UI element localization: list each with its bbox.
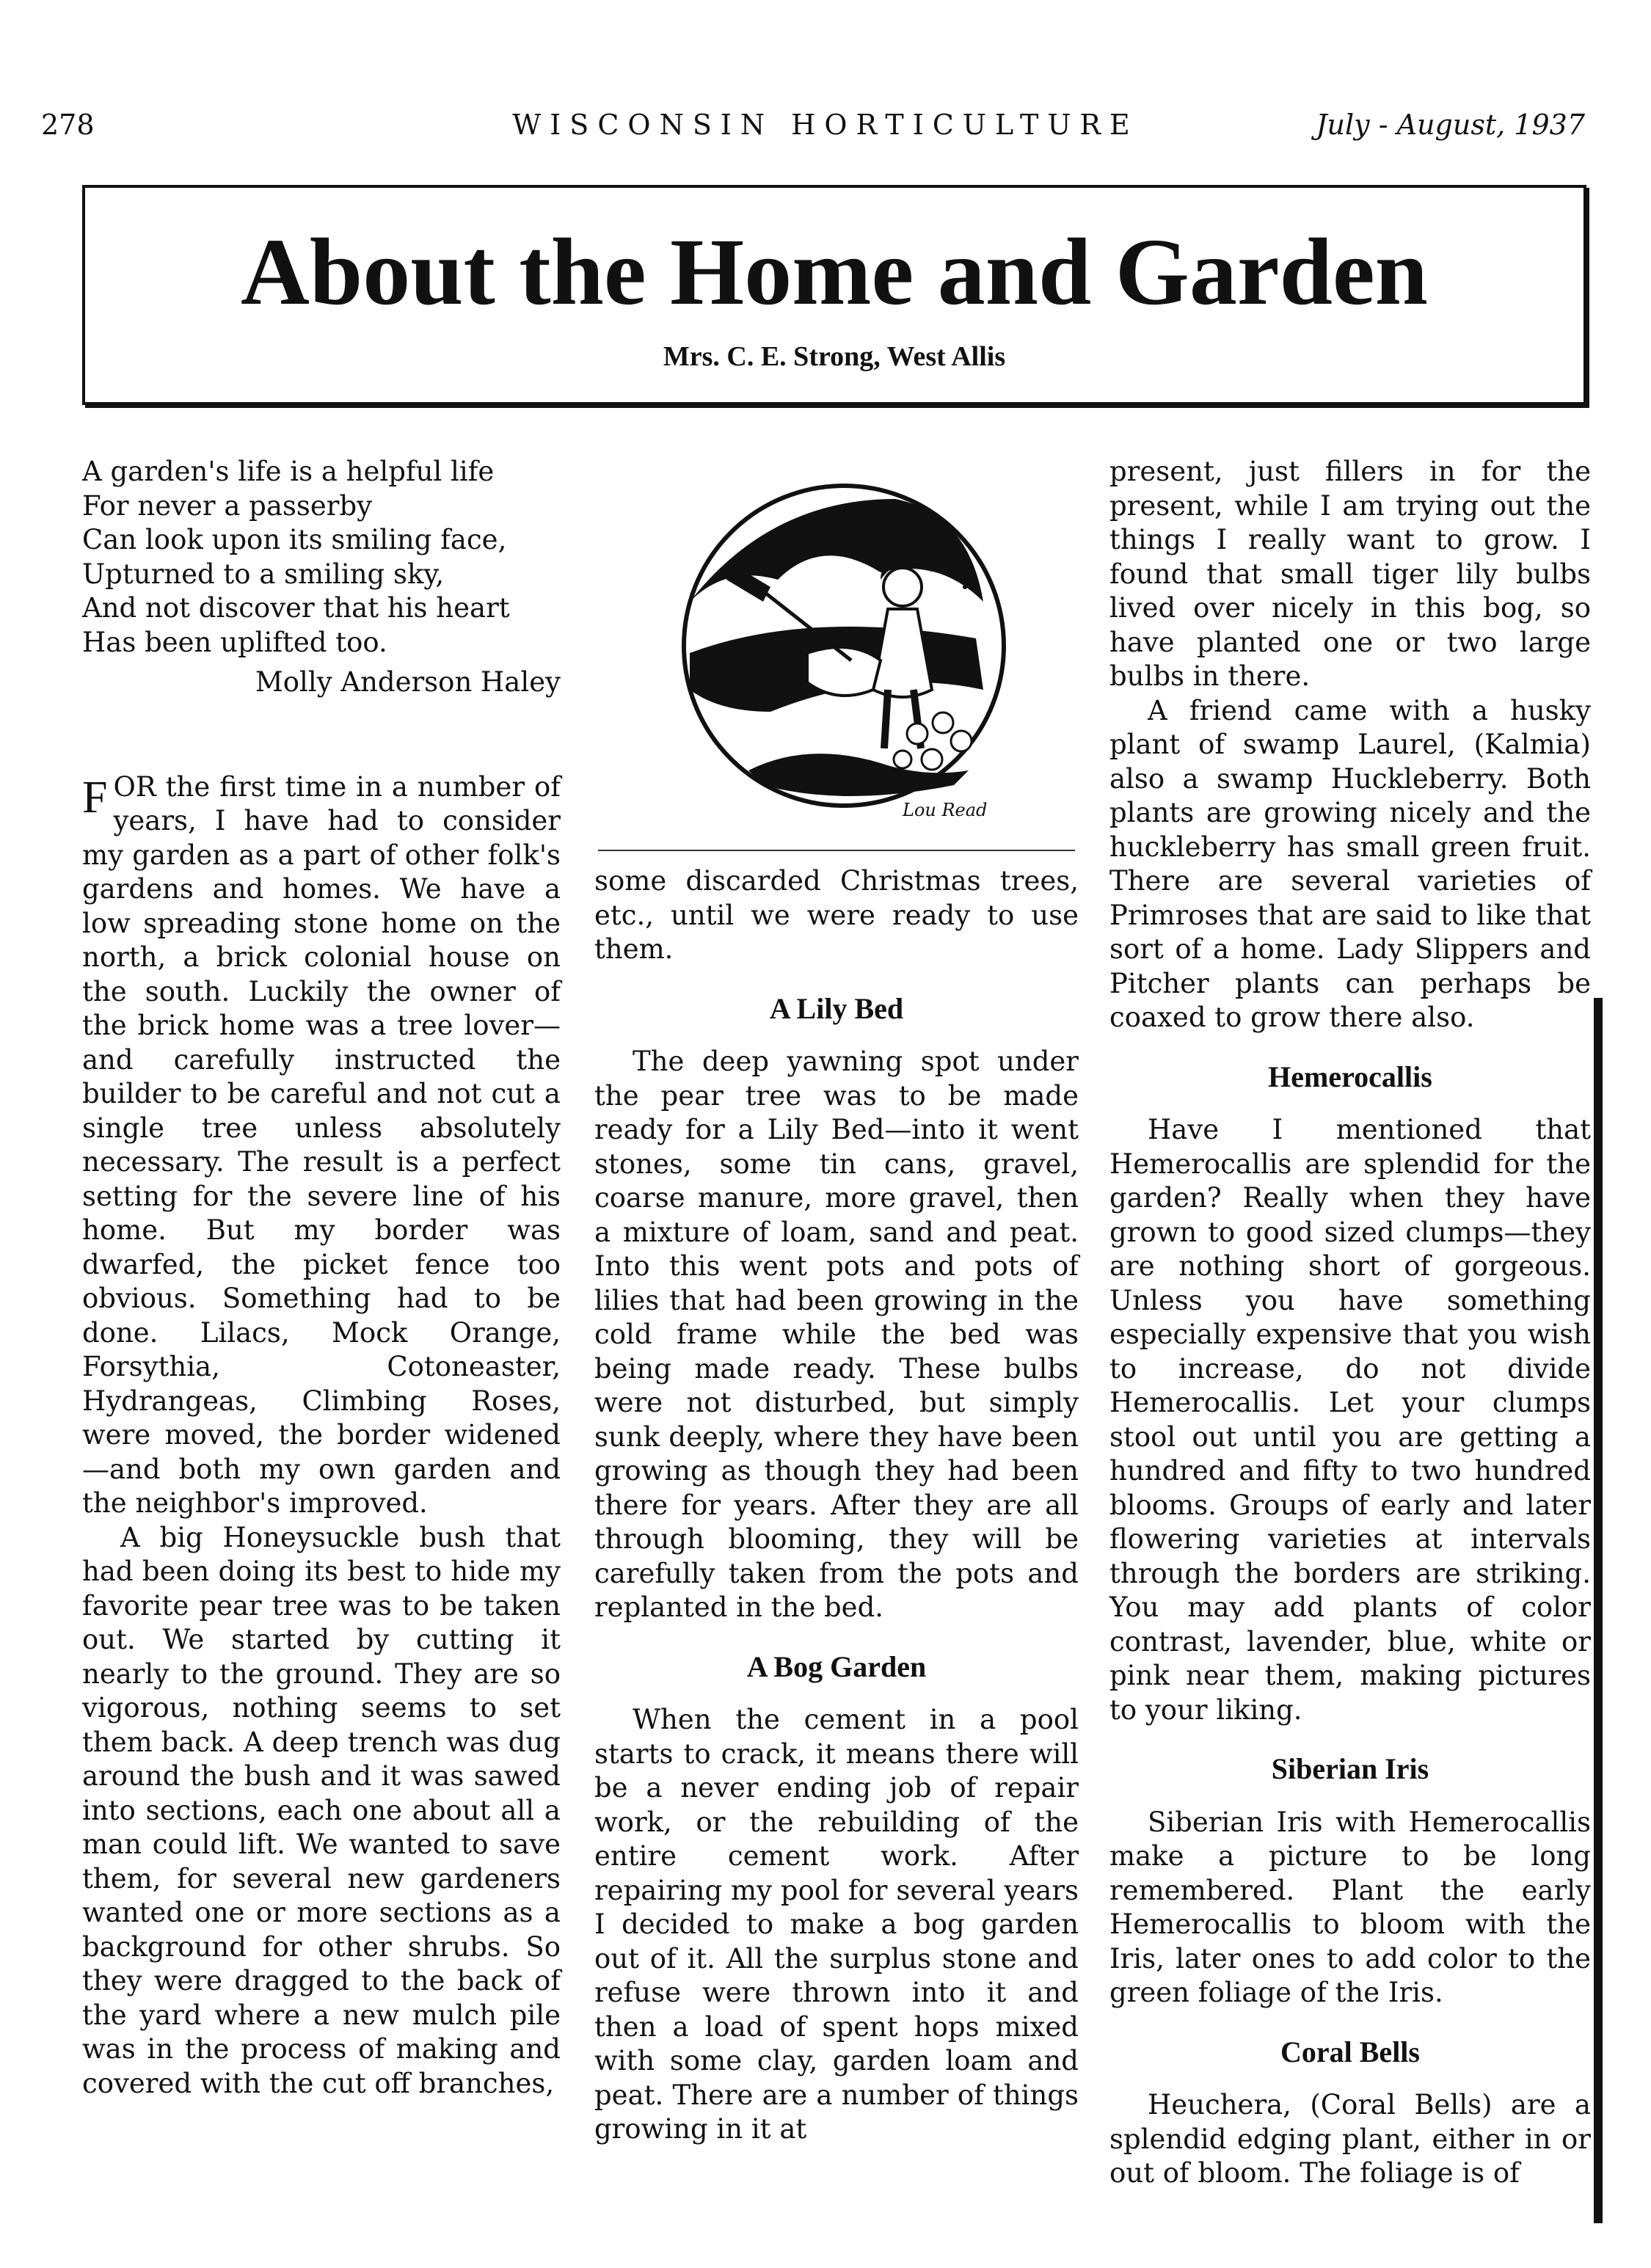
section-heading: A Lily Bed xyxy=(769,991,904,1025)
paragraph xyxy=(82,770,561,1521)
poem-line: For never a passerby xyxy=(82,489,373,522)
paragraph: Heuchera, (Coral Bells) are a splendid edging plant, either in or out of bloom. The foliage is of xyxy=(1109,2089,1591,2189)
paragraph: When the cement in a pool starts to crack, it means there will be a never ending job of repair work, or the rebuilding of the entire cement work. After repairing my pool for several years I decided to make a bog garden out of it. All the surplus stone and refuse were thrown into it and then a load of spent hops mixed with some clay, garden loam and peat. There are a number of things growing in it at xyxy=(594,1704,1079,2145)
poem-line: Upturned to a smiling sky, xyxy=(82,558,445,590)
poem-attribution: Molly Anderson Haley xyxy=(255,666,561,698)
issue-date: July - August, 1937 xyxy=(1316,109,1585,141)
byline: Mrs. C. E. Strong, West Allis xyxy=(663,341,1006,372)
paragraph: A big Honeysuckle bush that had been doing its best to hide my favorite pear tree was to be taken out. We started by cutting it nearly to the ground. They are so vigorous, nothing seems to set them back. A deep trench was dug around the bush and it was sawed into sections, each one about all a man could lift. We wanted to save them, for several new gardeners wanted one or more sections as a background for other shrubs. So they were dragged to the back of the yard where a new mulch pile was in the process of making and covered with the cut off branches, xyxy=(82,1521,561,2099)
column-3 xyxy=(1109,455,1591,2191)
article-title: About the Home and Garden xyxy=(241,219,1428,325)
paragraph: some discarded Christmas trees, etc., until we were ready to use them. xyxy=(594,865,1079,965)
section-heading: Siberian Iris xyxy=(1271,1752,1429,1785)
poem-line: A garden's life is a helpful life xyxy=(82,456,495,487)
title-box xyxy=(82,185,1586,405)
paragraph: present, just fillers in for the present, while I am trying out the things I really want to grow. I found that small tiger lily bulbs lived over nicely in this bog, so have planted one or two large bulbs in there. xyxy=(1109,456,1591,692)
section-heading: Hemerocallis xyxy=(1268,1060,1432,1093)
running-head xyxy=(0,109,1651,153)
column-1 xyxy=(82,455,561,2101)
poem-line: And not discover that his heart xyxy=(82,592,510,624)
poem-line: Has been uplifted too. xyxy=(82,626,387,658)
gardener-girl-illustration xyxy=(660,470,1027,836)
garden-illustration xyxy=(660,470,1027,836)
poem xyxy=(82,455,561,700)
illustration-signature: Lou Read xyxy=(903,800,988,820)
section-heading: A Bog Garden xyxy=(746,1649,927,1683)
column-divider-rule xyxy=(598,850,1075,851)
journal-title: WISCONSIN HORTICULTURE xyxy=(512,109,1139,141)
paragraph-text: OR the first time in a number of years, I have had to consider my garden as a part of other folk's gardens and homes. We have a low spreading stone home on the north, a brick colonial house on the south. Luckily the owner of the brick home was a tree lover—and carefully instructed the builder to be careful and not cut a single tree unless absolutely necessary. The result is a perfect setting for the severe line of his home. But my border was dwarfed, the picket fence too obvious. Something had to be done. Lilacs, Mock Orange, Forsythia, Cotoneaster, Hydrangeas, Climbing Roses, were moved, the border widened—and both my own garden and the neighbor's improved. xyxy=(82,770,561,1519)
paragraph: Have I mentioned that Hemerocallis are splendid for the garden? Really when they have grown to good sized clumps—they are nothing short of gorgeous. Unless you have something especially expensive that you wish to increase, do not divide Hemerocallis. Let your clumps stool out until you are getting a hundred and fifty to two hundred blooms. Groups of early and later flowering varieties at intervals through the borders are striking. You may add plants of color contrast, lavender, blue, white or pink near them, making pictures to your liking. xyxy=(1109,1114,1591,1726)
drop-cap: F xyxy=(82,772,108,823)
paragraph: A friend came with a husky plant of swamp Laurel, (Kalmia) also a swamp Huckleberry. Both plants are growing nicely and the huckleberry has small green fruit. There are several varieties of Primroses that are said to like that sort of a home. Lady Slippers and Pitcher plants can perhaps be coaxed to grow there also. xyxy=(1109,694,1591,1033)
section-heading: Coral Bells xyxy=(1280,2035,1420,2068)
page-edge-bar xyxy=(1594,998,1603,2223)
page-number: 278 xyxy=(41,109,95,141)
column-2 xyxy=(594,864,1079,2147)
poem-line: Can look upon its smiling face, xyxy=(82,524,507,555)
paragraph: Siberian Iris with Hemerocallis make a picture to be long remembered. Plant the early Hemerocallis to bloom with the Iris, later ones to add color to the green foliage of the Iris. xyxy=(1109,1806,1591,2008)
paragraph: The deep yawning spot under the pear tree was to be made ready for a Lily Bed—into it went stones, some tin cans, gravel, coarse manure, more gravel, then a mixture of loam, sand and peat. Into this went pots and pots of lilies that had been growing in the cold frame while the bed was being made ready. These bulbs were not disturbed, but simply sunk deeply, where they have been growing as though they had been there for years. After they are all through blooming, they will be carefully taken from the pots and replanted in the bed. xyxy=(594,1046,1079,1623)
